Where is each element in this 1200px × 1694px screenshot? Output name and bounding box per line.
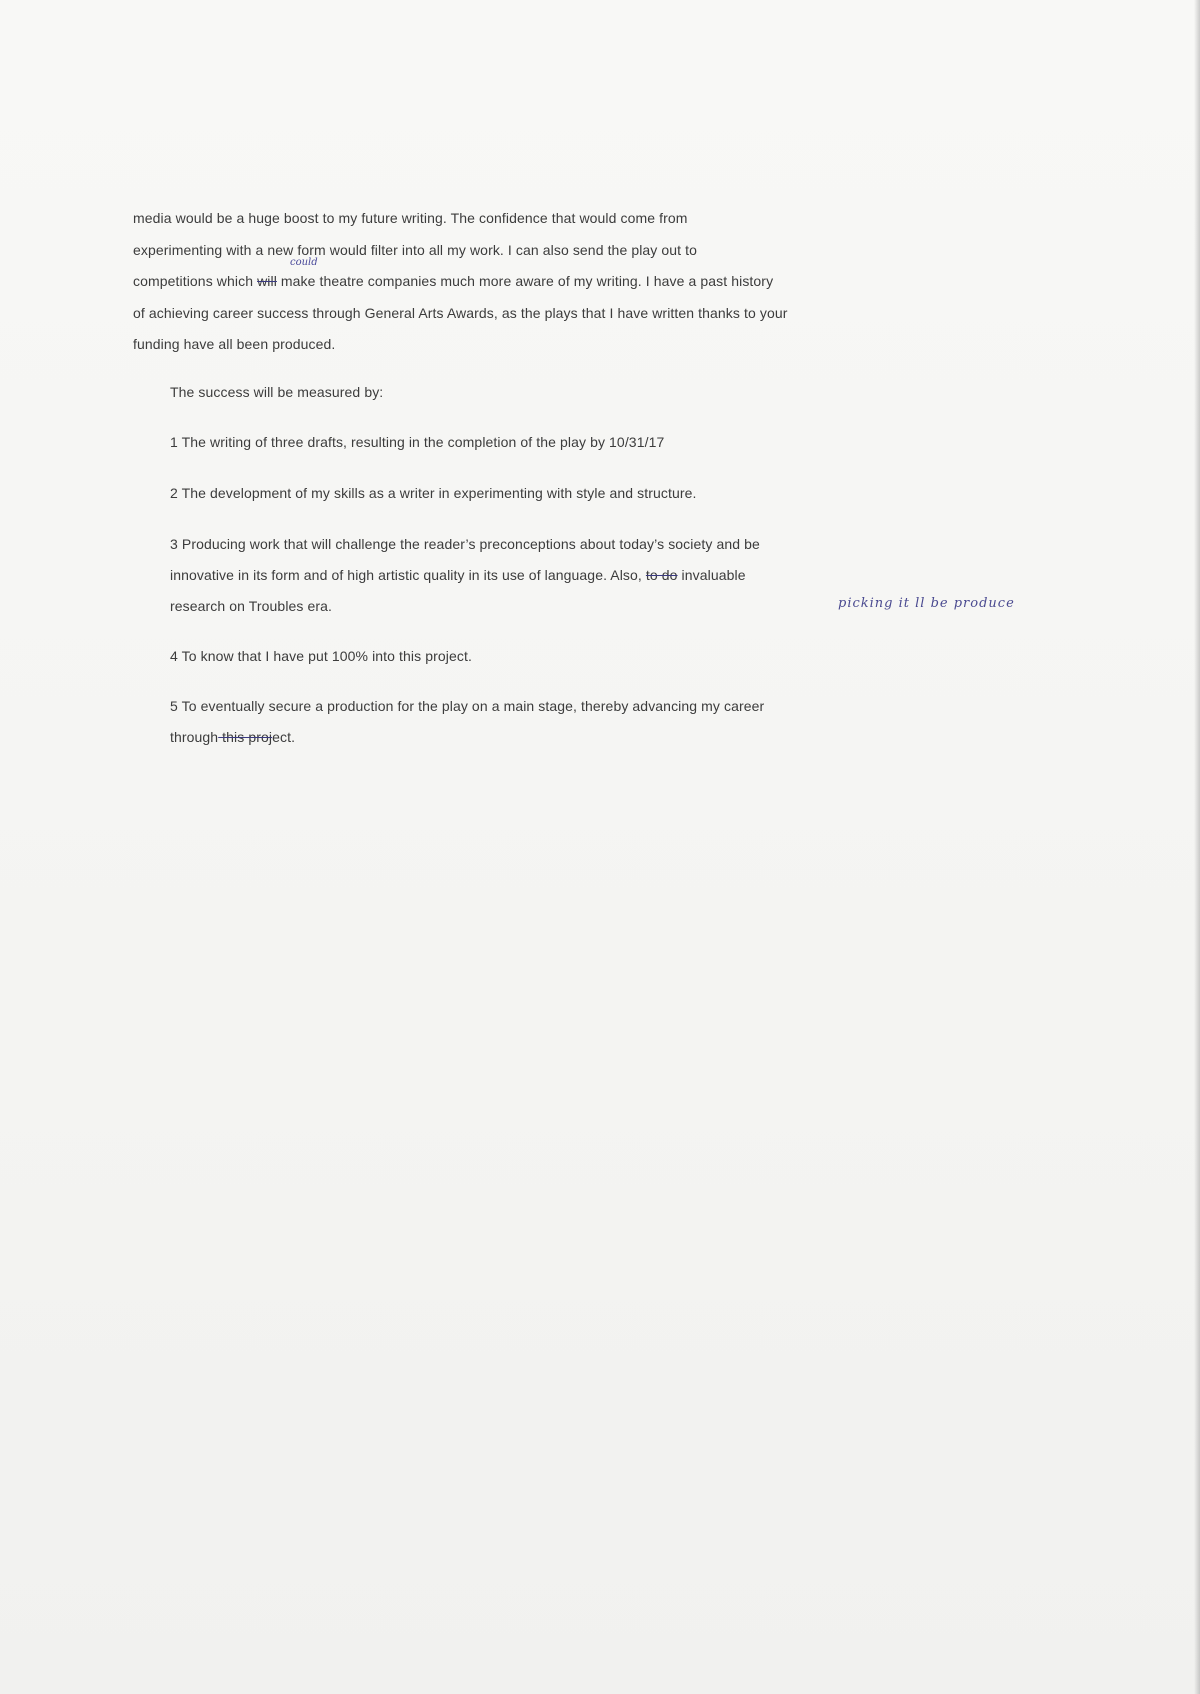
text-run: competitions which [133, 273, 258, 289]
text-run: make theatre companies much more aware of my writing. I have a past history [276, 273, 774, 289]
paragraph-line: media would be a huge boost to my future writing. The confidence that would come from [133, 210, 688, 226]
list-item: 4 To know that I have put 100% into this project. [170, 648, 472, 664]
text-run: innovative in its form and of high artistic quality in its use of language. Also, [170, 567, 646, 583]
list-item-line [170, 728, 295, 746]
struck-text: this proj [218, 729, 273, 745]
list-item-line: 5 To eventually secure a production for the play on a main stage, thereby advancing my career [170, 698, 765, 714]
text-run: ect. [272, 729, 296, 745]
handwritten-margin-note: picking it ll be produce [838, 596, 1015, 611]
paragraph-line: of achieving career success through General Arts Awards, as the plays that I have written thanks to your [133, 305, 788, 321]
struck-text: will [257, 273, 277, 289]
text-run: through [170, 729, 219, 745]
list-item: 2 The development of my skills as a writer in experimenting with style and structure. [170, 485, 697, 501]
list-item-line: 3 Producing work that will challenge the reader’s preconceptions about today’s society and be [170, 536, 760, 552]
list-item: 1 The writing of three drafts, resulting in the completion of the play by 10/31/17 [170, 434, 665, 450]
paragraph-line: experimenting with a new form would filter into all my work. I can also send the play out to [133, 242, 698, 258]
list-item-line: research on Troubles era. [170, 598, 333, 614]
paragraph-line [133, 272, 773, 290]
struck-text: to do [645, 567, 678, 583]
list-item-line [170, 566, 746, 584]
text-run: invaluable [677, 567, 746, 583]
paragraph-line: funding have all been produced. [133, 336, 336, 352]
handwritten-insertion: could [290, 257, 318, 268]
measure-intro: The success will be measured by: [170, 384, 384, 400]
